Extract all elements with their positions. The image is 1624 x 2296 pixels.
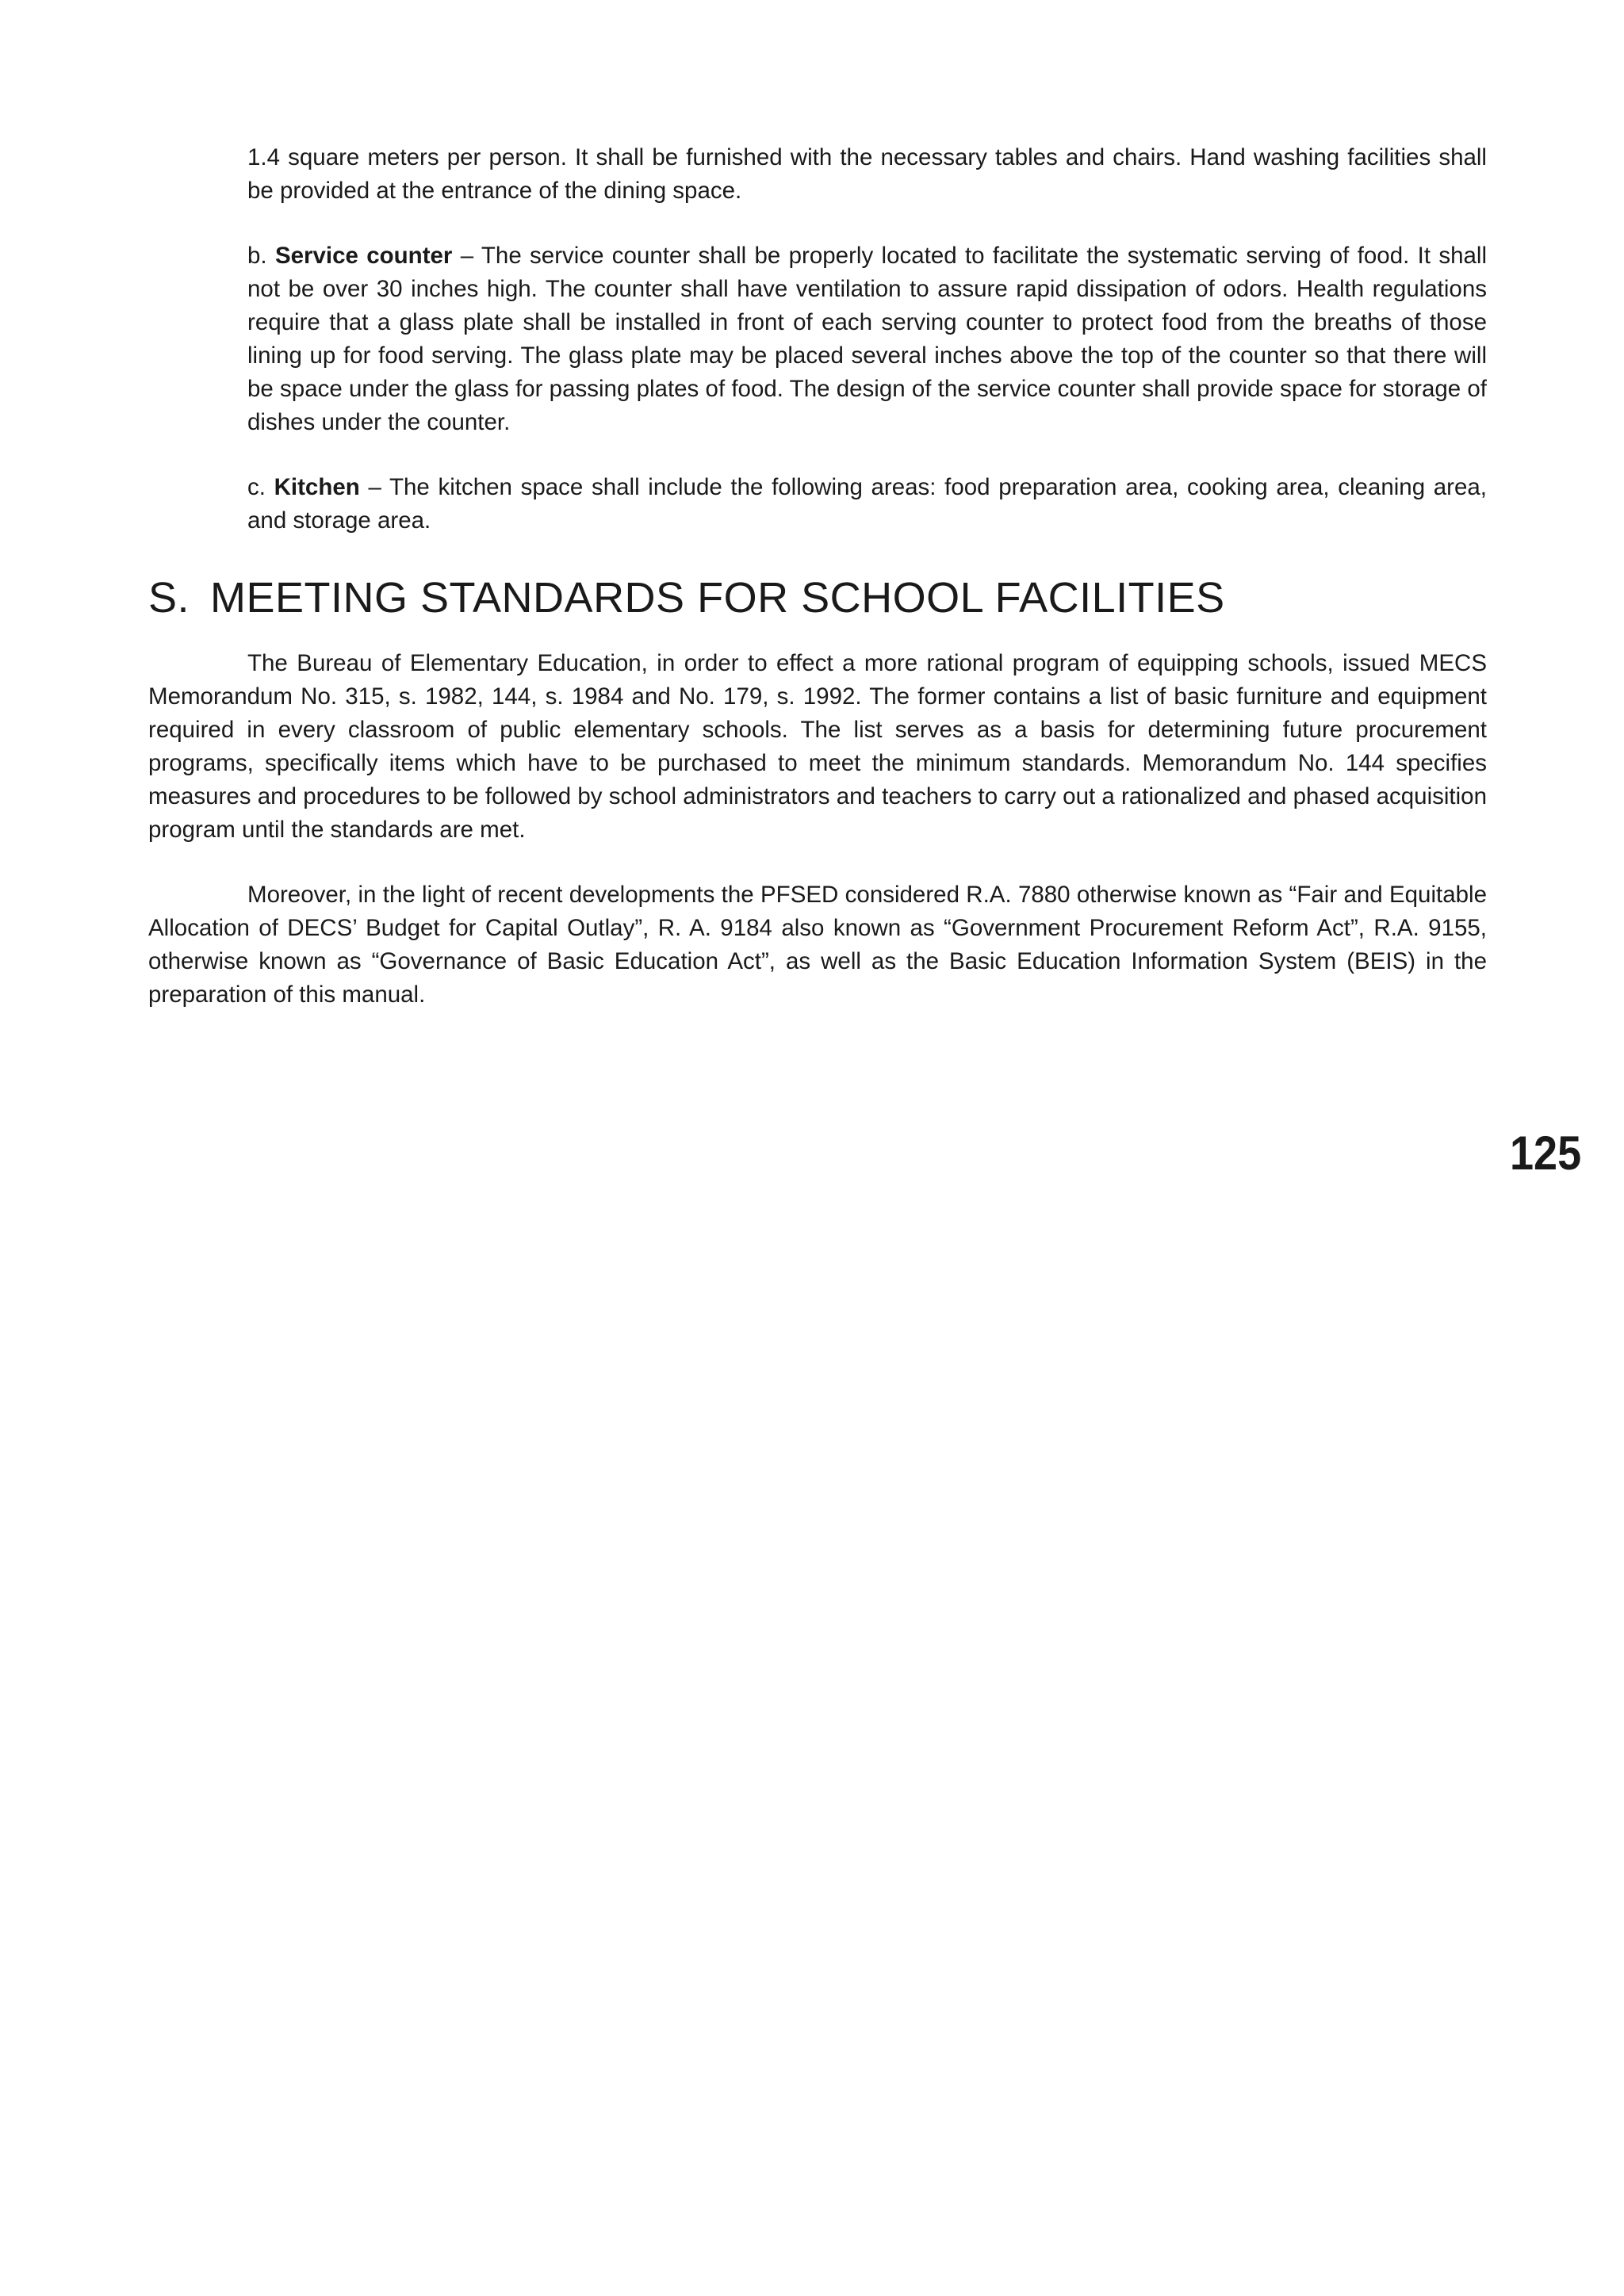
section-letter: S. xyxy=(148,574,190,622)
dining-facilities-block xyxy=(247,141,1487,538)
section-heading xyxy=(148,572,1487,623)
section-paragraph: The Bureau of Elementary Education, in order to effect a more rational program of equipping schools, issued MECS Memorandum No. 315, s. 1982, 144, s. 1984 and No. 179, s. 1992. The former contains a list of basic furniture and equipment required in every classroom of public elementary schools. The list serves as a basis for determining future procurement programs, specifically items which have to be purchased to meet the minimum standards. Memorandum No. 144 specifies measures and procedures to be followed by school administrators and teachers to carry out a rationalized and phased acquisition program until the standards are met. xyxy=(148,650,1487,843)
kitchen-label: c. xyxy=(247,474,266,500)
service-counter-text: – The service counter shall be properly located to facilitate the systematic serving of food. It shall not be over 30 inches high. The counter shall have ventilation to assure rapid dissipation of odors. Health regulations require that a glass plate shall be installed in front of each serving counter to protect food from the breaths of those lining up for food serving. The glass plate may be placed several inches above the top of the counter so that there will be space under the glass for passing plates of food. The design of the service counter shall provide space for storage of dishes under the counter. xyxy=(247,243,1487,435)
service-counter-item xyxy=(247,239,1487,439)
section-title: MEETING STANDARDS FOR SCHOOL FACILITIES xyxy=(210,574,1225,622)
service-counter-label: b. xyxy=(247,243,267,269)
page-number: 125 xyxy=(1509,1127,1581,1180)
service-counter-term: Service counter xyxy=(274,243,453,269)
section-paragraph: Moreover, in the light of recent developments the PFSED considered R.A. 7880 otherwise known as “Fair and Equitable Allocation of DECS’ Budget for Capital Outlay”, R. A. 9184 also known as “Government Procurement Reform Act”, R.A. 9155, otherwise known as “Governance of Basic Education Act”, as well as the Basic Education Information System (BEIS) in the preparation of this manual. xyxy=(148,882,1487,1008)
kitchen-item xyxy=(247,471,1487,538)
page-content xyxy=(148,141,1487,1043)
kitchen-text: – The kitchen space shall include the following areas: food preparation area, cooking area, cleaning area, and storage area. xyxy=(247,474,1487,534)
kitchen-term: Kitchen xyxy=(274,474,360,500)
dining-space-continuation: 1.4 square meters per person. It shall be furnished with the necessary tables and chairs. Hand washing facilities shall be provided at the entrance of the dining space. xyxy=(247,144,1487,204)
